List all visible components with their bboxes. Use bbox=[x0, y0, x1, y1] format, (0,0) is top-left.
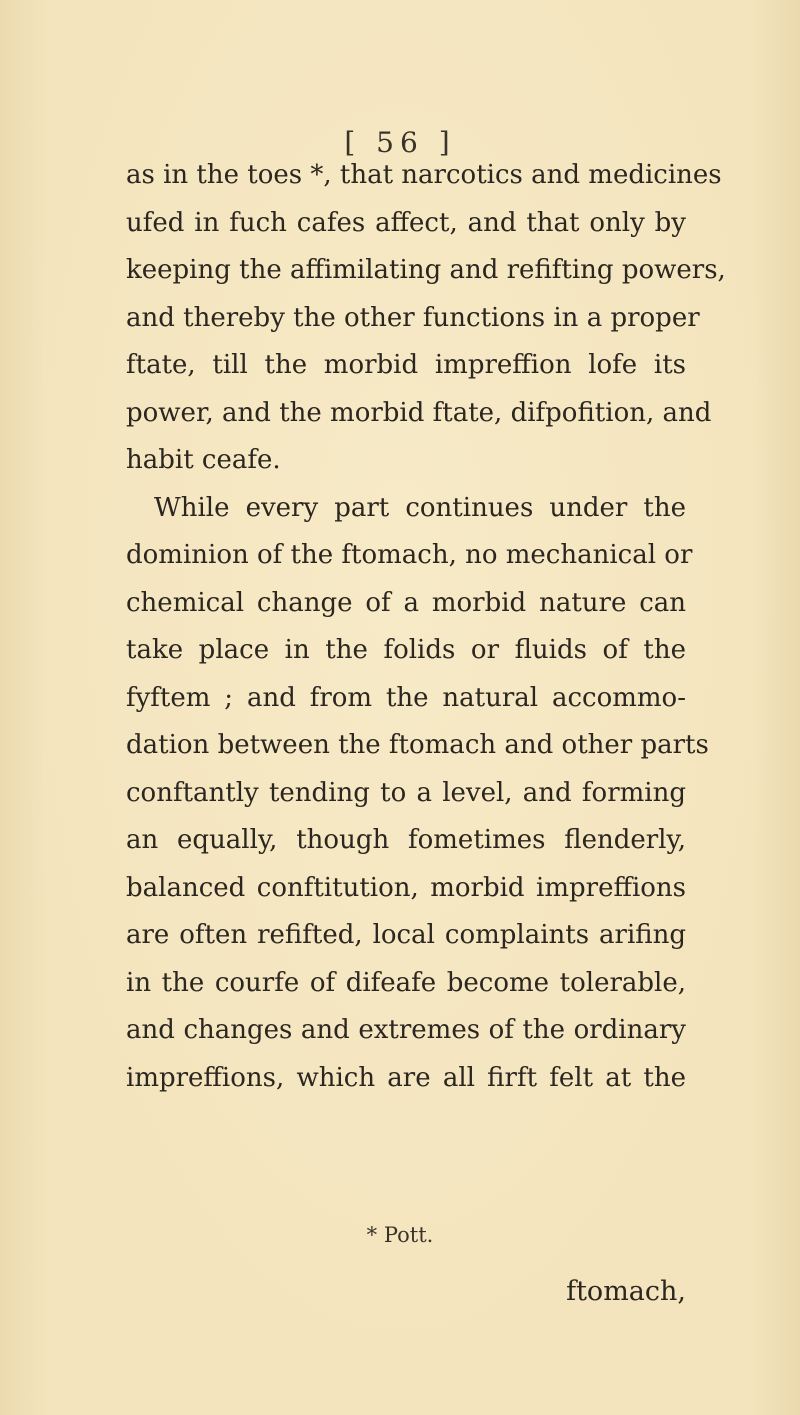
footnote: * Pott. bbox=[366, 1223, 434, 1247]
text-line: and changes and extremes of the ordinary bbox=[126, 1015, 686, 1045]
text-line: ftate, till the morbid impreffion lofe its bbox=[126, 350, 686, 380]
text-line: ufed in fuch cafes affect, and that only by bbox=[126, 207, 686, 238]
text-line: fyftem ; and from the natural accommo- bbox=[126, 682, 686, 713]
text-line: power, and the morbid ftate, difpofition, and bbox=[126, 397, 712, 428]
text-line: chemical change of a morbid nature can bbox=[126, 587, 686, 618]
text-line: balanced conftitution, morbid impreffions bbox=[126, 872, 686, 903]
text-line: dominion of the ftomach, no mechanical or bbox=[126, 540, 693, 570]
body-text bbox=[126, 152, 726, 1102]
text-line: habit ceafe. bbox=[126, 445, 281, 475]
text-line: conftantly tending to a level, and forming bbox=[126, 777, 686, 808]
text-line: While every part continues under the bbox=[154, 492, 686, 523]
text-line: keeping the affimilating and refifting powers, bbox=[126, 255, 726, 285]
text-line: take place in the folids or fluids of the bbox=[126, 635, 686, 665]
text-line: are often refifted, local complaints arifing bbox=[126, 920, 686, 950]
text-line: as in the toes *, that narcotics and medicines bbox=[126, 160, 722, 190]
text-line: and thereby the other functions in a proper bbox=[126, 302, 700, 333]
text-line: in the courfe of difeafe become tolerable, bbox=[126, 967, 686, 998]
text-line: an equally, though fometimes flenderly, bbox=[126, 825, 686, 855]
text-line: impreffions, which are all firft felt at the bbox=[126, 1062, 686, 1093]
page-header: [ 56 ] bbox=[344, 126, 456, 159]
text-line: dation between the ftomach and other parts bbox=[126, 730, 709, 760]
catchword: ftomach, bbox=[566, 1276, 686, 1307]
